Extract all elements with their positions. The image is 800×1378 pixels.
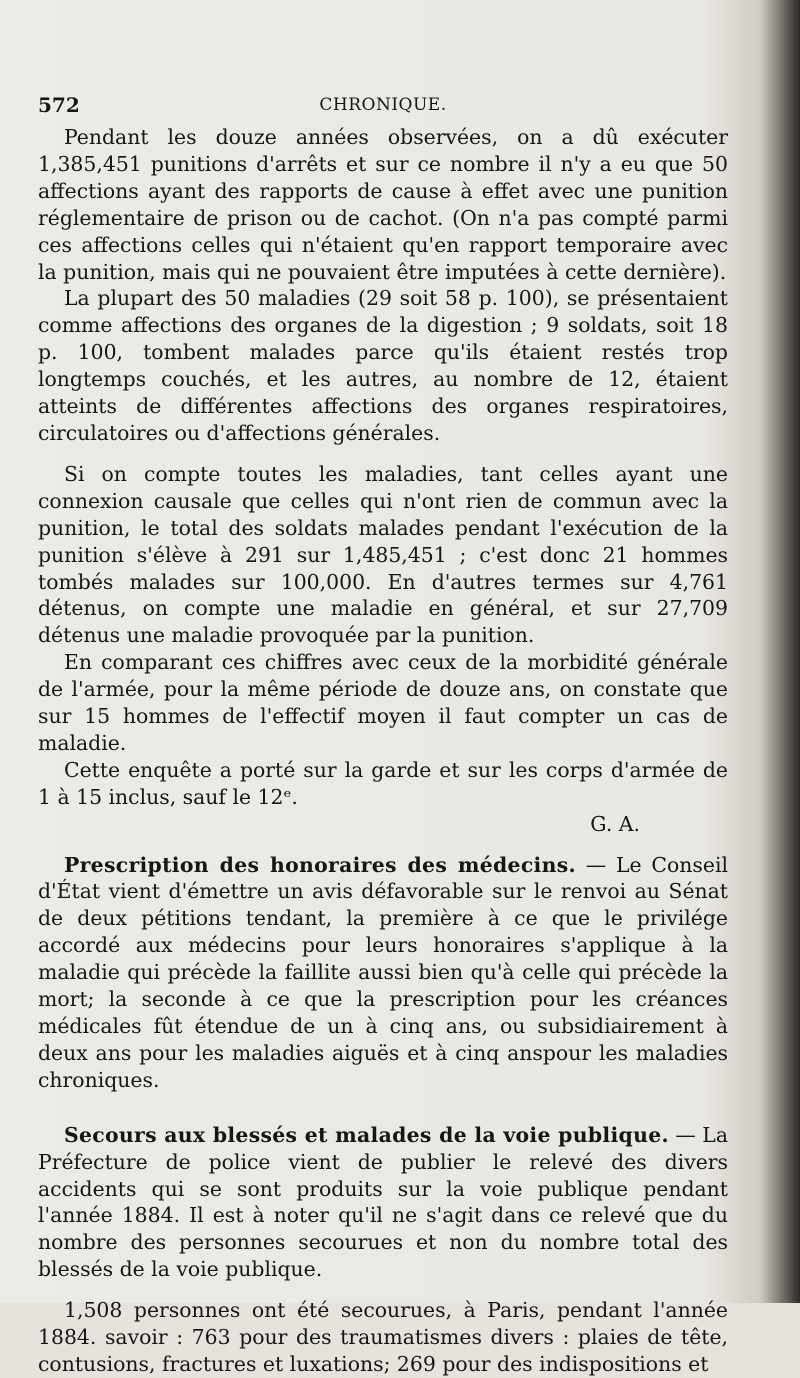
- signature-line: [38, 811, 728, 838]
- page-header: [38, 93, 728, 123]
- page-body: [38, 124, 728, 1378]
- paragraph-morbidite: En comparant ces chiffres avec ceux de la morbidité générale de l'armée, pour la même période de douze ans, on constate que sur 15 hommes de l'effectif moyen il faut compter un cas de maladie.: [38, 650, 728, 755]
- enquete-text: Cette enquête a porté sur la garde et sur les corps d'armée de 1 à 15 inclus, sauf le 12ᵉ.: [38, 757, 728, 809]
- paragraph-total-malades: Si on compte toutes les maladies, tant celles ayant une connexion causale que celles qui n'ont rien de commun avec la punition, le total des soldats malades pendant l'exécution de la punition s'élève à 291 sur 1,485,451 ; c'est donc 21 hommes tombés malades sur 100,000. En d'autres termes sur 4,761 détenus, on compte une maladie en général, et sur 27,709 détenus une maladie provoquée par la punition.: [38, 461, 728, 648]
- article-secours: [38, 1122, 728, 1283]
- article-text-secours: — La Préfecture de police vient de publier le relevé des divers accidents qui se sont produits sur la voie publique pendant l'année 1884. Il est à noter qu'il ne s'agit dans ce relevé que du nombre des personnes secourues et non du nombre total des blessés de la voie publique.: [38, 1122, 728, 1282]
- article-prescription: [38, 852, 728, 1094]
- article-text-prescription: — Le Conseil d'État vient d'émettre un avis défavorable sur le renvoi au Sénat de deux pétitions tendant, la première à ce que le privilége accordé aux médecins pour leurs honoraires s'applique à la maladie qui précède la faillite aussi bien qu'à celle qui précède la mort; la seconde à ce que la prescription pour les créances médicales fût étendue de un à cinq ans, ou subsidiairement à deux ans pour les maladies aiguës et à cinq anspour les maladies chroniques.: [38, 852, 728, 1092]
- running-head: CHRONIQUE.: [319, 95, 447, 115]
- article-title-secours: Secours aux blessés et malades de la voie publique.: [64, 1122, 669, 1147]
- paragraph-personnes-secourues: 1,508 personnes ont été secourues, à Paris, pendant l'année 1884. savoir : 763 pour des traumatismes divers : plaies de tête, contusions, fractures et luxations; 269 pour des indispositions et: [38, 1298, 728, 1376]
- page-number: 572: [38, 93, 80, 117]
- paragraph-punitions: Pendant les douze années observées, on a dû exécuter 1,385,451 punitions d'arrêts et sur ce nombre il n'y a eu que 50 affections ayant des rapports de cause à effet avec une punition réglementaire de prison ou de cachot. (On n'a pas compté parmi ces affections celles qui n'étaient qu'en rapport temporaire avec la punition, mais qui ne pouvaient être imputées à cette dernière).: [38, 125, 728, 284]
- paragraph-enquete: [38, 757, 728, 811]
- article-title-prescription: Prescription des honoraires des médecins.: [64, 852, 576, 877]
- author-signature: G. A.: [590, 811, 640, 836]
- paragraph-maladies: La plupart des 50 maladies (29 soit 58 p. 100), se présentaient comme affections des organes de la digestion ; 9 soldats, soit 18 p. 100, tombent malades parce qu'ils étaient restés trop longtemps couchés, et les autres, au nombre de 12, étaient atteints de différentes affections des organes respiratoires, circulatoires ou d'affections générales.: [38, 286, 728, 445]
